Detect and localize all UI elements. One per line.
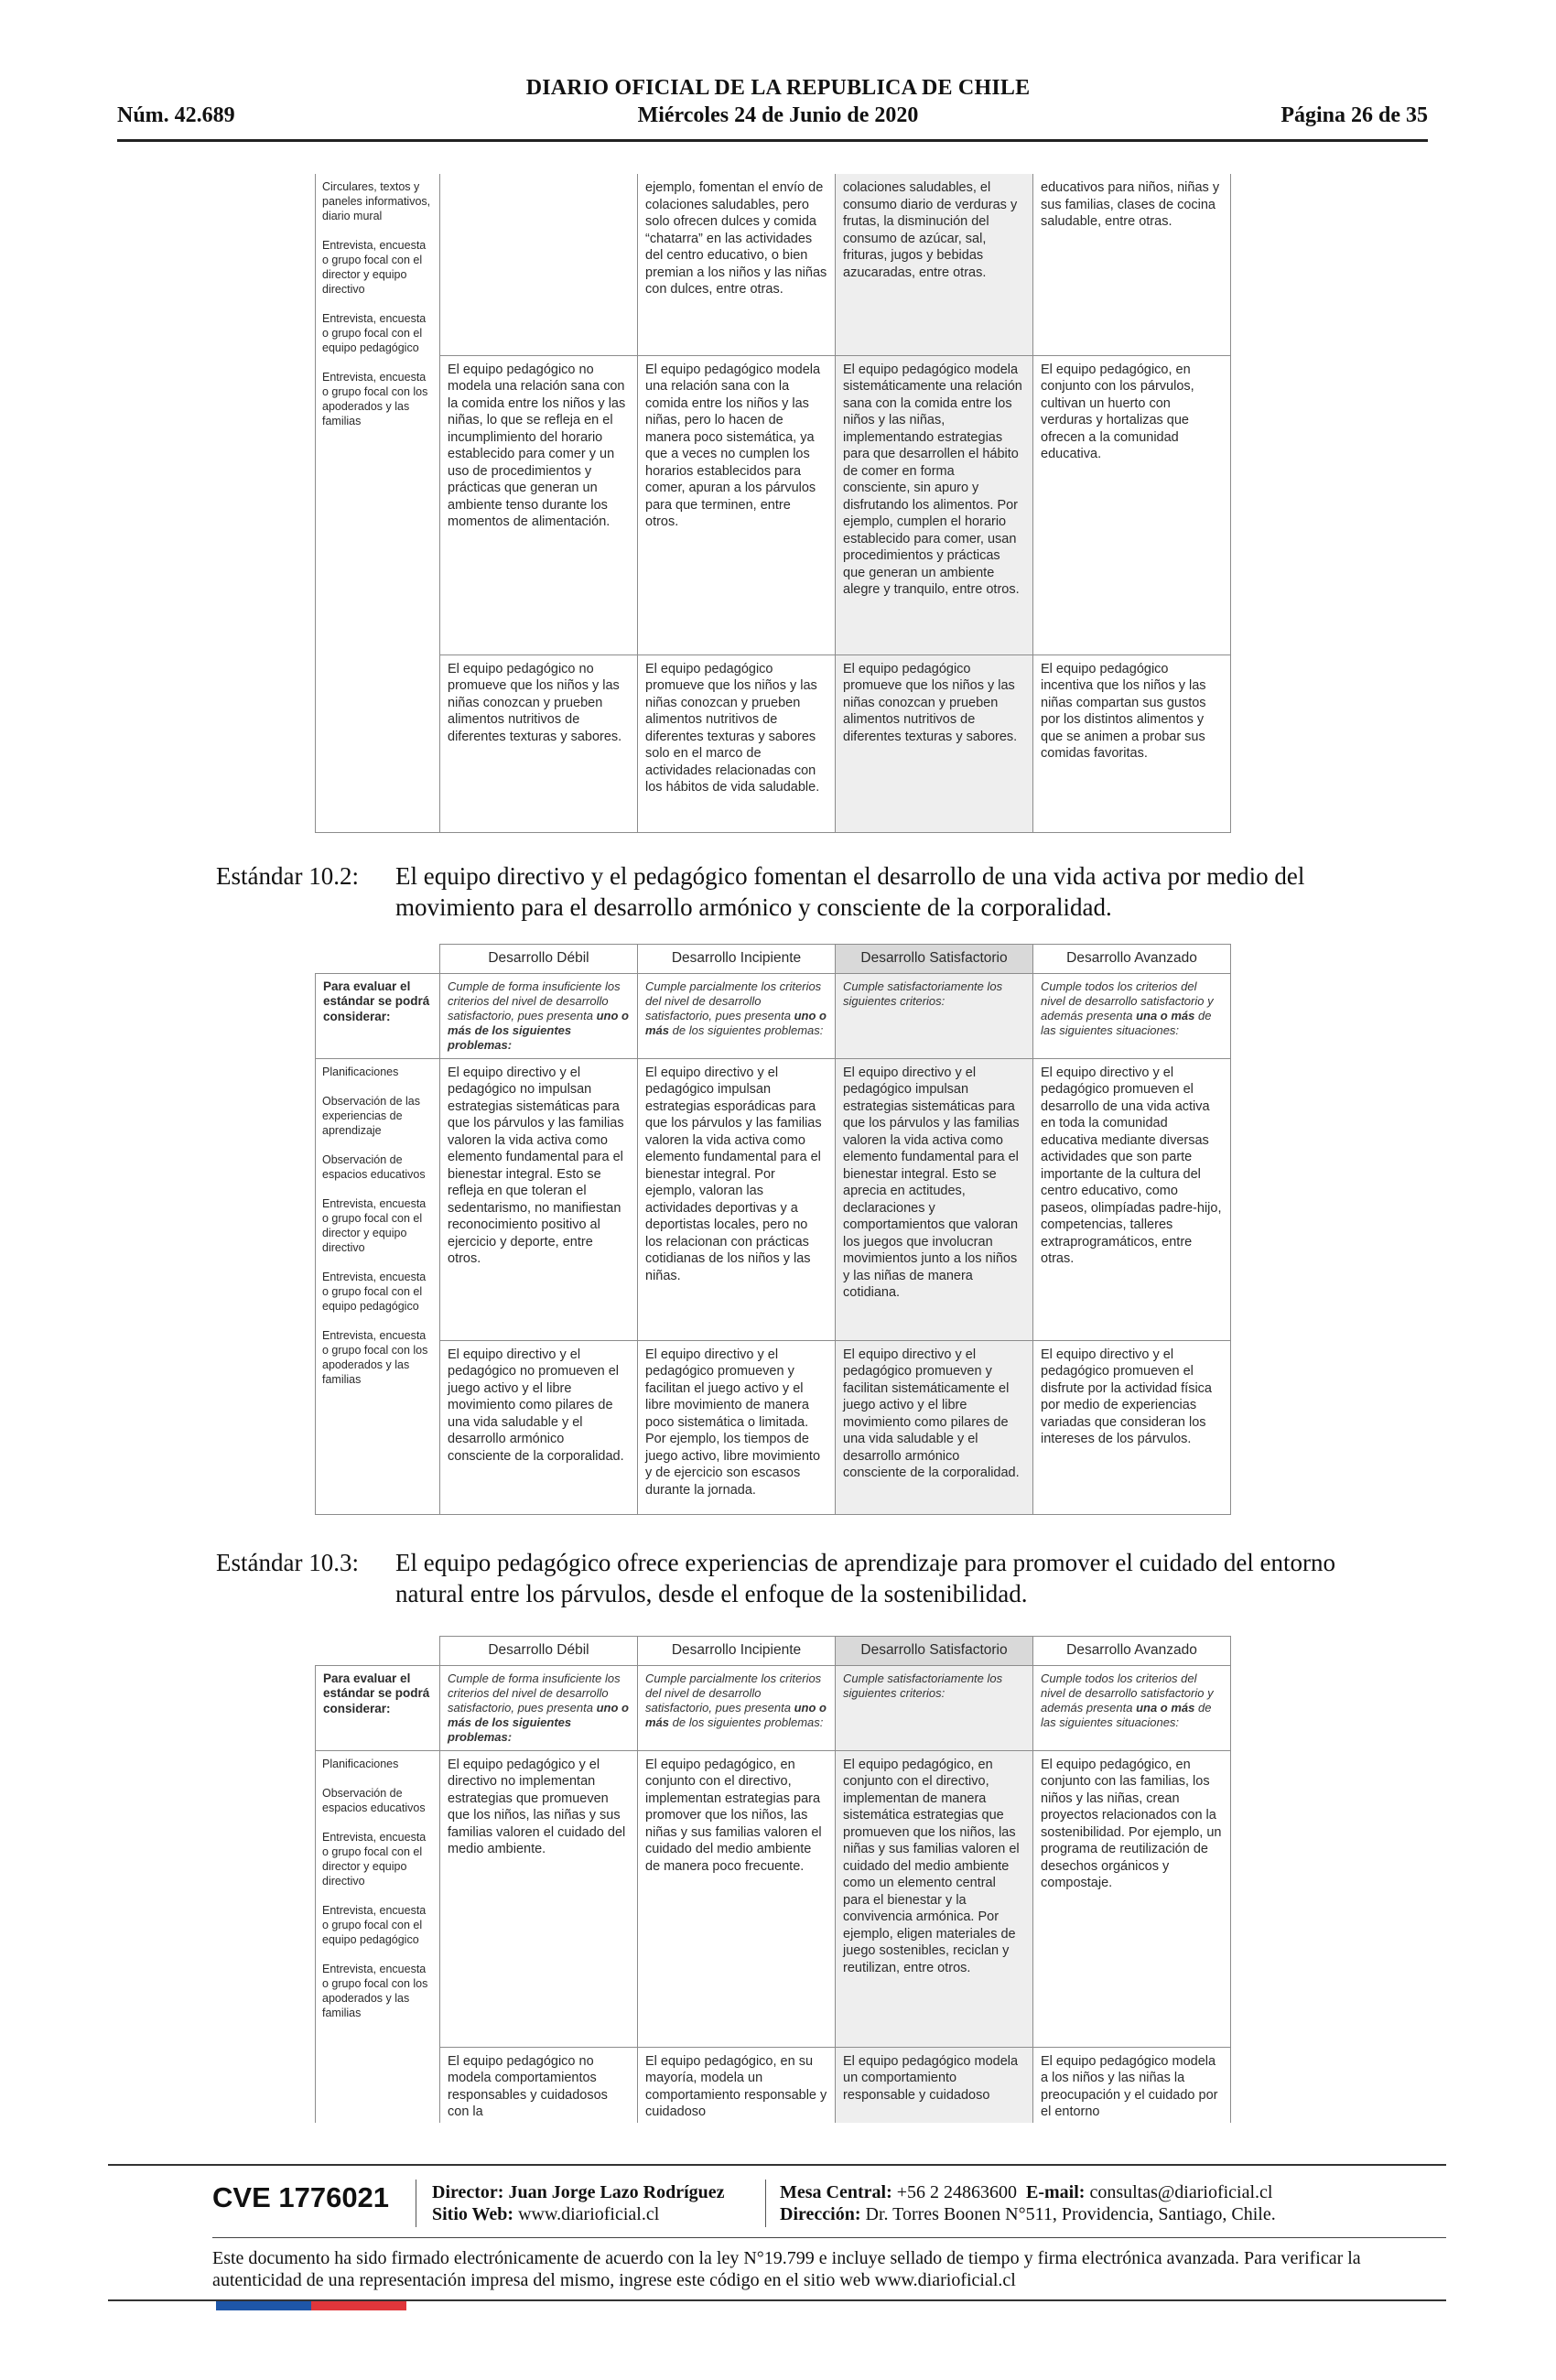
header-blank — [316, 1637, 440, 1666]
table-cell: El equipo pedagógico, en conjunto con el directivo, implementan de manera sistemática estrategias que promueven que los niños, las niñas y sus familias valoren el cuidado del medio ambiente como un elemento central para el bienestar y la convivencia armónica. Por ejemplo, eligen materiales de juego sostenibles, reciclan y reutilizan, entre otros. — [836, 1750, 1033, 2047]
table-cell: El equipo directivo y el pedagógico no promueven el juego activo y el libre movimiento como pilares de una vida saludable y el desarrollo armónico consciente de la corporalidad. — [440, 1340, 638, 1514]
table-cell: El equipo pedagógico, en conjunto con las familias, los niños y las niñas, crean proyectos relacionados con la sostenibilidad. Por ejemplo, un programa de reutilización de desechos orgánicos y compostaje. — [1033, 1750, 1231, 2047]
criteria-row — [316, 973, 1231, 1058]
table-cell: El equipo directivo y el pedagógico promueven el desarrollo de una vida activa en toda la comunidad educativa mediante diversas actividades que son parte importante de la cultura del centro educativo, como paseos, olimpíadas padre-hijo, competencias, talleres extraprogramáticos, entre otras. — [1033, 1058, 1231, 1340]
criteria-cell: Cumple todos los criterios del nivel de desarrollo satisfactorio y además presenta una o más de las siguientes situaciones: — [1033, 1665, 1231, 1750]
column-header: Desarrollo Incipiente — [638, 945, 836, 974]
criteria-cell: Cumple satisfactoriamente los siguientes criterios: — [836, 1665, 1033, 1750]
table-cell: El equipo pedagógico, en su mayoría, modela un comportamiento responsable y cuidadoso — [638, 2047, 836, 2123]
director-name: Juan Jorge Lazo Rodríguez — [508, 2182, 725, 2202]
table-row — [316, 2047, 1231, 2123]
evidence-item: Entrevista, encuesta o grupo focal con el director y equipo directivo — [322, 239, 427, 296]
flag-bar-red — [311, 2301, 406, 2310]
evidence-item: Circulares, textos y paneles informativos, diario mural — [322, 180, 431, 222]
standard-label: Estándar 10.2: — [216, 862, 359, 890]
table-cell: colaciones saludables, el consumo diario de verduras y frutas, la disminución del consumo de azúcar, sal, frituras, jugos y bebidas azucaradas, entre otras. — [836, 174, 1033, 355]
table-cell: El equipo pedagógico y el directivo no implementan estrategias que promueven que los niños, las niñas y sus familias valoren el cuidado del medio ambiente. — [440, 1750, 638, 2047]
footer-separator — [765, 2180, 766, 2227]
table-cell: El equipo directivo y el pedagógico promueven y facilitan el juego activo y el libre movimiento de manera poco sistemática o limitada. Por ejemplo, los tiempos de juego activo, libre movimiento y de ejercicio son escasos durante la jornada. — [638, 1340, 836, 1514]
evidence-item: Planificaciones — [322, 1757, 399, 1770]
table-row — [316, 1750, 1231, 2047]
table-cell: El equipo directivo y el pedagógico no impulsan estrategias sistemáticas para que los párvulos y las familias valoren la vida activa como elemento fundamental para el bienestar integral. Esto se refleja en que toleran el sedentarismo, no manifiestan reconocimiento positivo al ejercicio y deporte, entre otros. — [440, 1058, 638, 1340]
criteria-lead: Para evaluar el estándar se podrá considerar: — [316, 973, 440, 1058]
table-cell: El equipo pedagógico, en conjunto con el directivo, implementan estrategias para promover que los niños, las niñas y sus familias valoren el cuidado del medio ambiente de manera poco frecuente. — [638, 1750, 836, 2047]
issue-number: Núm. 42.689 — [117, 103, 235, 127]
evidence-item: Entrevista, encuesta o grupo focal con los apoderados y las familias — [322, 1328, 428, 1386]
evidence-item: Observación de las experiencias de aprendizaje — [322, 1094, 421, 1137]
evidence-sources — [316, 1750, 440, 2123]
evidence-sources — [316, 1058, 440, 1514]
evidence-item: Entrevista, encuesta o grupo focal con el equipo pedagógico — [322, 1903, 427, 1946]
table-row — [316, 1058, 1231, 1340]
criteria-cell: Cumple parcialmente los criterios del nivel de desarrollo satisfactorio, pues presenta uno o más de los siguientes problemas: — [638, 1665, 836, 1750]
standard-10-3-table-clip — [314, 1636, 1233, 2123]
column-header: Desarrollo Satisfactorio — [836, 1637, 1033, 1666]
standard-10-2-table — [315, 944, 1231, 1515]
header-blank — [316, 945, 440, 974]
table-cell: El equipo pedagógico no modela una relación sana con la comida entre los niños y las niñas, lo que se refleja en el incumplimiento del horario establecido para comer y un uso de procedimientos y prácticas que generan un ambiente tenso durante los momentos de alimentación. — [440, 355, 638, 654]
criteria-cell: Cumple parcialmente los criterios del nivel de desarrollo satisfactorio, pues presenta uno o más de los siguientes problemas: — [638, 973, 836, 1058]
table-cell: ejemplo, fomentan el envío de colaciones saludables, pero solo ofrecen dulces y comida “chatarra” en las actividades del centro educativo, o bien premian a los niños y las niñas con dulces, entre otras. — [638, 174, 836, 355]
footer-divider — [212, 2237, 1446, 2238]
column-header: Desarrollo Avanzado — [1033, 1637, 1231, 1666]
table-cell: El equipo pedagógico no modela comportamientos responsables y cuidadosos con la — [440, 2047, 638, 2123]
table-cell: El equipo pedagógico promueve que los niños y las niñas conozcan y prueben alimentos nutritivos de diferentes texturas y sabores solo en el marco de actividades relacionadas con los hábitos de vida saludable. — [638, 654, 836, 832]
footer-contact-block: Mesa Central: +56 2 24863600 E-mail: consultas@diarioficial.cl Dirección: Dr. Torres Boonen N°511, Providencia, Santiago, Chile. — [780, 2182, 1276, 2224]
standard-text: El equipo pedagógico ofrece experiencias de aprendizaje para promover el cuidado del entorno natural entre los párvulos, desde el enfoque de la sostenibilidad. — [395, 1549, 1336, 1607]
criteria-cell: Cumple todos los criterios del nivel de desarrollo satisfactorio y además presenta una o más de las siguientes situaciones: — [1033, 973, 1231, 1058]
table-cell: El equipo directivo y el pedagógico impulsan estrategias sistemáticas para que los párvulos y las familias valoren la vida activa como elemento fundamental para el bienestar integral. Esto se aprecia en actitudes, declaraciones y comportamientos que valoran los juegos que involucran movimientos junto a los niños y las niñas de manera cotidiana. — [836, 1058, 1033, 1340]
evidence-item: Entrevista, encuesta o grupo focal con el equipo pedagógico — [322, 1270, 427, 1313]
criteria-cell: Cumple de forma insuficiente los criterios del nivel de desarrollo satisfactorio, pues presenta uno o más de los siguientes problemas: — [440, 1665, 638, 1750]
table-cell: El equipo directivo y el pedagógico impulsan estrategias esporádicas para que los párvulos y las familias valoren la vida activa como elemento fundamental para el bienestar integral. Por ejemplo, valoran las actividades deportivas y a deportistas locales, pero no los relacionan con prácticas cotidianas de los niños y las niñas. — [638, 1058, 836, 1340]
issue-date: Miércoles 24 de Junio de 2020 — [637, 103, 919, 127]
column-header: Desarrollo Débil — [440, 1637, 638, 1666]
column-header: Desarrollo Débil — [440, 945, 638, 974]
table-cell: El equipo pedagógico promueve que los niños y las niñas conozcan y prueben alimentos nutritivos de diferentes texturas y sabores. — [836, 654, 1033, 832]
table-cell: El equipo pedagógico modela una relación sana con la comida entre los niños y las niñas, pero lo hacen de manera poco sistemática, ya que a veces no cumplen los horarios establecidos para comer, apuran a los párvulos para que terminen, entre otros. — [638, 355, 836, 654]
table-cell: El equipo pedagógico no promueve que los niños y las niñas conozcan y prueben alimentos nutritivos de diferentes texturas y sabores. — [440, 654, 638, 832]
phone-number: +56 2 24863600 — [896, 2182, 1018, 2202]
evidence-item: Entrevista, encuesta o grupo focal con los apoderados y las familias — [322, 1962, 428, 2019]
header-divider — [117, 139, 1428, 142]
flag-bar-blue — [216, 2301, 311, 2310]
email-link[interactable]: consultas@diarioficial.cl — [1089, 2182, 1273, 2202]
table-cell: El equipo directivo y el pedagógico promueven y facilitan sistemáticamente el juego activo y el libre movimiento como pilares de una vida saludable y el desarrollo armónico consciente de la corporalidad. — [836, 1340, 1033, 1514]
cve-code: CVE 1776021 — [212, 2181, 390, 2213]
standard-label: Estándar 10.3: — [216, 1549, 359, 1576]
evidence-sources — [316, 174, 440, 832]
newspaper-title: DIARIO OFICIAL DE LA REPUBLICA DE CHILE — [525, 76, 1031, 100]
evidence-item: Observación de espacios educativos — [322, 1152, 426, 1181]
table-row — [316, 355, 1231, 654]
legal-notice: Este documento ha sido firmado electrónicamente de acuerdo con la ley N°19.799 e incluye sellado de tiempo y firma electrónica avanzada. Para verificar la autenticidad de una representación impresa del mismo, ingrese este código en el sitio web www.diarioficial.cl — [212, 2248, 1361, 2290]
footer-director-block: Director: Juan Jorge Lazo Rodríguez Sitio Web: www.diarioficial.cl — [432, 2182, 725, 2224]
evidence-item: Entrevista, encuesta o grupo focal con los apoderados y las familias — [322, 371, 428, 427]
table-header-row — [316, 1637, 1231, 1666]
evidence-item: Entrevista, encuesta o grupo focal con el equipo pedagógico — [322, 312, 427, 354]
table-cell: El equipo directivo y el pedagógico promueven el disfrute por la actividad física por medio de experiencias variadas que consideran los intereses de los párvulos. — [1033, 1340, 1231, 1514]
table-header-row — [316, 945, 1231, 974]
criteria-cell: Cumple de forma insuficiente los criterios del nivel de desarrollo satisfactorio, pues presenta uno o más de los siguientes problemas: — [440, 973, 638, 1058]
evidence-item: Entrevista, encuesta o grupo focal con el director y equipo directivo — [322, 1830, 427, 1888]
table-cell: El equipo pedagógico modela a los niños y las niñas la preocupación y el cuidado por el entorno — [1033, 2047, 1231, 2123]
criteria-cell: Cumple satisfactoriamente los siguientes criterios: — [836, 973, 1033, 1058]
standard-10-1-table — [315, 174, 1231, 833]
website-link[interactable]: www.diarioficial.cl — [518, 2204, 660, 2224]
table-cell — [440, 174, 638, 355]
column-header: Desarrollo Avanzado — [1033, 945, 1231, 974]
page-number: Página 26 de 35 — [1280, 103, 1428, 127]
table-cell: El equipo pedagógico modela sistemáticamente una relación sana con la comida entre los niños y las niñas, implementando estrategias para que desarrollen el hábito de comer en forma consciente, sin apuro y disfrutando los alimentos. Por ejemplo, cumplen el horario establecido para comer, usan procedimientos y prácticas que generan un ambiente alegre y tranquilo, entre otros. — [836, 355, 1033, 654]
standard-text: El equipo directivo y el pedagógico fomentan el desarrollo de una vida activa por medio del movimiento para el desarrollo armónico y consciente de la corporalidad. — [395, 862, 1305, 921]
table-row — [316, 654, 1231, 832]
table-cell: El equipo pedagógico, en conjunto con los párvulos, cultivan un huerto con verduras y hortalizas que ofrecen a la comunidad educativa. — [1033, 355, 1231, 654]
address: Dr. Torres Boonen N°511, Providencia, Santiago, Chile. — [865, 2204, 1276, 2224]
standard-10-3-table — [315, 1636, 1231, 2123]
evidence-item: Planificaciones — [322, 1065, 399, 1078]
table-cell: educativos para niños, niñas y sus familias, clases de cocina saludable, entre otras. — [1033, 174, 1231, 355]
table-cell: El equipo pedagógico modela un comportamiento responsable y cuidadoso — [836, 2047, 1033, 2123]
table-cell: El equipo pedagógico incentiva que los niños y las niñas compartan sus gustos por los distintos alimentos y que se animen a probar sus comidas favoritas. — [1033, 654, 1231, 832]
footer-divider — [108, 2164, 1446, 2166]
column-header: Desarrollo Satisfactorio — [836, 945, 1033, 974]
evidence-item: Entrevista, encuesta o grupo focal con el director y equipo directivo — [322, 1196, 427, 1254]
column-header: Desarrollo Incipiente — [638, 1637, 836, 1666]
table-row — [316, 1340, 1231, 1514]
criteria-row — [316, 1665, 1231, 1750]
table-row — [316, 174, 1231, 355]
evidence-item: Observación de espacios educativos — [322, 1786, 426, 1814]
criteria-lead: Para evaluar el estándar se podrá considerar: — [316, 1665, 440, 1750]
